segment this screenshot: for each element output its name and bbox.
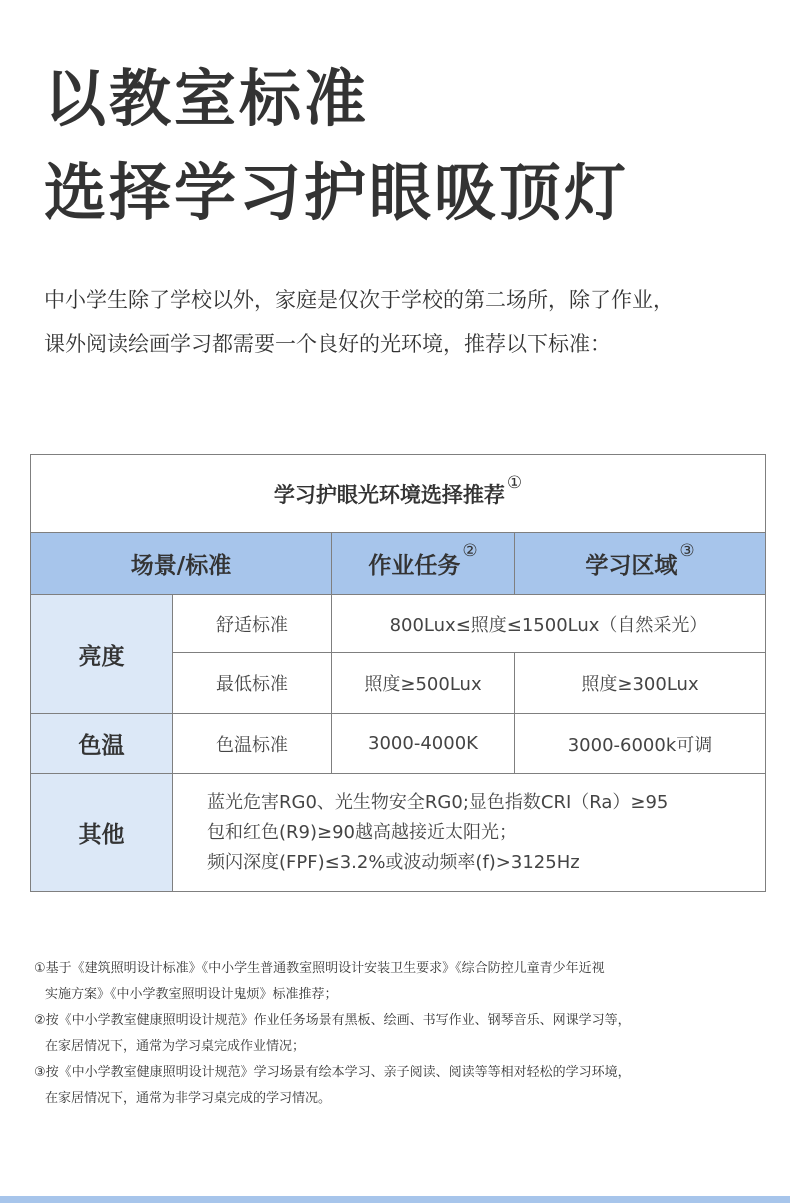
header-homework-task-text: 作业任务	[368, 553, 461, 579]
header-scene-standard-text: 场景/标准	[130, 553, 232, 579]
bottom-divider	[0, 1196, 790, 1203]
other-line-2: 包和红色(R9)≥90越高越接近太阳光；	[207, 821, 517, 843]
table-row	[31, 714, 766, 774]
table-title-footnote-mark: ①	[506, 472, 523, 493]
color-temperature-homework-value: 3000-4000K	[332, 714, 515, 774]
header-study-area-text: 学习区域	[585, 553, 678, 579]
footnote-2: ②按《中小学教室健康照明设计规范》作业任务场景有黑板、绘画、书写作业、钢琴音乐、网课学习等，	[34, 1013, 631, 1028]
header-scene-standard	[31, 533, 332, 595]
color-temperature-label: 色温标准	[173, 714, 332, 774]
footnote-2-continued: 在家居情况下，通常为学习桌完成作业情况；	[45, 1039, 306, 1054]
footnote-1-continued: 实施方案》《中小学教室照明设计鬼烦》标准推荐；	[45, 987, 338, 1002]
footnote-3: ③按《中小学教室健康照明设计规范》学习场景有绘本学习、亲子阅读、阅读等等相对轻松的学习环境，	[34, 1065, 631, 1080]
minimum-study-value: 照度≥300Lux	[515, 653, 766, 714]
comfort-standard-label: 舒适标准	[173, 595, 332, 653]
footnote-1: ①基于《建筑照明设计标准》《中小学生普通教室照明设计安装卫生要求》《综合防控儿童青少年近视	[34, 961, 605, 976]
category-color-temperature: 色温	[31, 714, 173, 774]
table-row	[31, 595, 766, 653]
header-study-area-footnote-mark: ③	[679, 541, 695, 561]
intro-line-2: 课外阅读绘画学习都需要一个良好的光环境，推荐以下标准：	[44, 332, 611, 356]
lighting-standards-table	[30, 454, 766, 892]
intro-paragraph	[44, 278, 774, 366]
headline-line-1: 以教室标准	[44, 62, 370, 135]
minimum-homework-value: 照度≥500Lux	[332, 653, 515, 714]
table-title	[31, 455, 766, 533]
header-study-area	[515, 533, 766, 595]
category-brightness: 亮度	[31, 595, 173, 714]
headline	[44, 52, 629, 240]
category-other: 其他	[31, 774, 173, 892]
minimum-standard-label: 最低标准	[173, 653, 332, 714]
table-header-row	[31, 533, 766, 595]
header-homework-task	[332, 533, 515, 595]
header-homework-footnote-mark: ②	[462, 541, 478, 561]
table-row	[31, 774, 766, 892]
color-temperature-study-value: 3000-6000k可调	[515, 714, 766, 774]
comfort-standard-value: 800Lux≤照度≤1500Lux（自然采光）	[332, 595, 766, 653]
footnotes	[34, 956, 774, 1112]
table-title-text: 学习护眼光环境选择推荐	[273, 482, 505, 507]
other-line-1: 蓝光危害RG0、光生物安全RG0;显色指数CRI（Ra）≥95	[207, 791, 669, 813]
intro-line-1: 中小学生除了学校以外，家庭是仅次于学校的第二场所，除了作业，	[44, 288, 674, 312]
headline-line-2: 选择学习护眼吸顶灯	[44, 156, 630, 229]
other-line-3: 频闪深度(FPF)≤3.2%或波动频率(f)>3125Hz	[207, 851, 580, 873]
other-requirements	[173, 774, 766, 892]
footnote-3-continued: 在家居情况下，通常为非学习桌完成的学习情况。	[45, 1091, 332, 1106]
